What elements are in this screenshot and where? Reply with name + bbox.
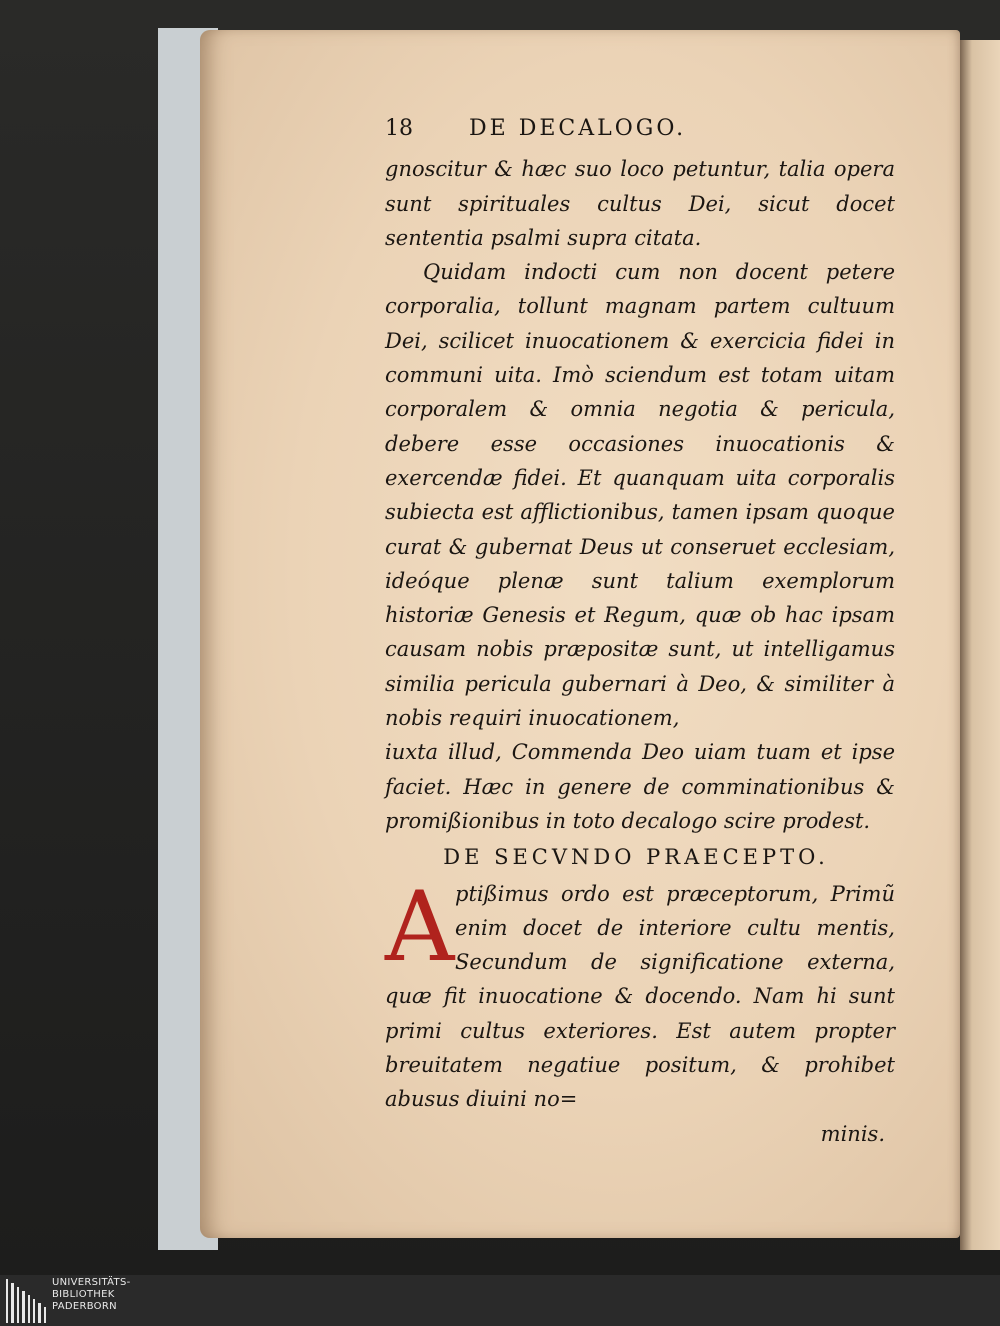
paragraph-2: Quidam indocti cum non docent petere corporalia, tollunt magnam partem cultuum Dei, scilicet inuocationem & exercicia fidei in communi uita. Imò sciendum est totam uitam corporalem & omnia negotia & pericula, debere esse occasiones inuocationis & exercendæ fidei. Et quanquam uita corporalis subiecta est afflictionibus, tamen ipsam quoque curat & gubernat Deus ut conseruet ecclesiam, ideóque plenæ sunt talium exemplorum historiæ Genesis et Regum, quæ ob hac ipsam causam nobis præpositæ sunt, ut intelligamus similia pericula gubernari à Deo, & similiter à nobis requiri inuocationem,: [385, 260, 895, 731]
library-name-line2: BIBLIOTHEK: [52, 1289, 115, 1300]
facing-page-edge: [960, 40, 1000, 1250]
page-number: 18: [385, 116, 413, 141]
catchword: minis.: [820, 1121, 885, 1146]
page-text: [385, 112, 895, 1151]
paragraph-1: gnoscitur & hæc suo loco petuntur, talia opera sunt spirituales cultus Dei, sicut docet sententia psalmi supra citata.: [385, 157, 895, 250]
library-footer: [0, 1275, 1000, 1326]
running-header: [385, 112, 895, 146]
library-logo-icon: [6, 1279, 46, 1323]
running-title: DE DECALOGO.: [469, 116, 687, 141]
section-text: ptißimus ordo est præceptorum, Primũ enim docet de interiore cultu mentis, Secundum de significatione externa, quæ fit inuocatione & docendo. Nam hi sunt primi cultus exteriores. Est autem propter breuitatem negatiue positum, & prohibet abusus diuini no=: [385, 881, 895, 1112]
section-title: DE SECVNDO PRAECEPTO.: [443, 845, 829, 870]
library-name-line3: PADERBORN: [52, 1301, 117, 1312]
library-name: [52, 1277, 131, 1313]
decorated-initial: A: [385, 870, 455, 983]
section-body: [385, 870, 895, 1117]
library-name-line1: UNIVERSITÄTS-: [52, 1277, 131, 1288]
paragraph-3: iuxta illud, Commenda Deo uiam tuam et ipse faciet. Hæc in genere de comminationibus & promißionibus in toto decalogo scire prodest.: [385, 740, 895, 833]
